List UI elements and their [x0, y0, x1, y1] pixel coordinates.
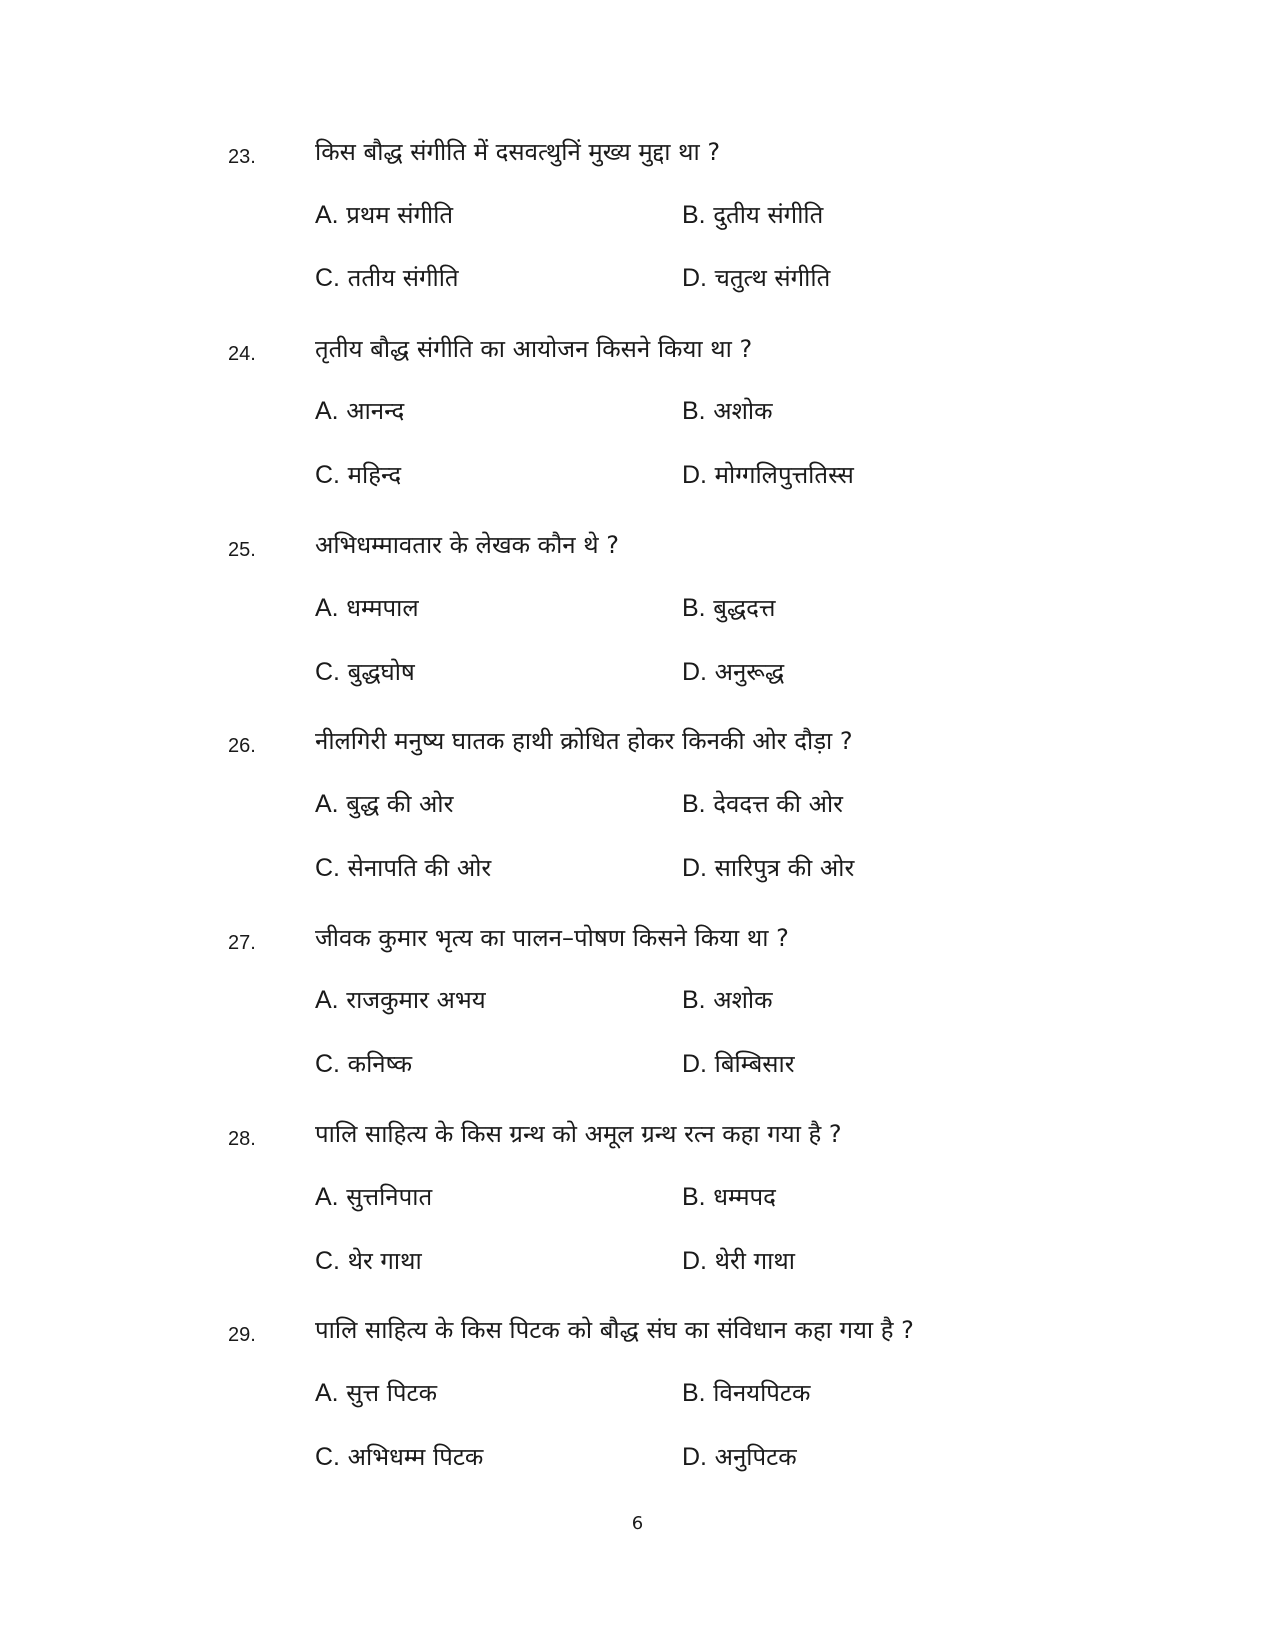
option-d: [682, 1245, 795, 1277]
option-text: विनयपिटक: [713, 1379, 811, 1407]
question-number: 23.: [228, 146, 256, 168]
option-text: सारिपुत्र की ओर: [714, 854, 855, 882]
page-number: 6: [631, 1513, 644, 1534]
question-text: जीवक कुमार भृत्य का पालन–पोषण किसने किया था ?: [315, 924, 789, 952]
option-text: बुद्धदत्त: [713, 594, 776, 622]
option-letter: C.: [315, 658, 340, 686]
option-letter: B.: [682, 201, 706, 229]
option-d: [682, 459, 854, 491]
option-text: सुत्त पिटक: [346, 1379, 438, 1407]
option-letter: D.: [682, 1443, 707, 1471]
question-number: 27.: [228, 932, 256, 954]
option-a: [315, 592, 419, 624]
option-letter: D.: [682, 264, 707, 292]
option-a: [315, 1377, 437, 1409]
option-b: [682, 788, 843, 820]
question-number: 28.: [228, 1128, 256, 1150]
option-c: [315, 1441, 483, 1473]
option-letter: A.: [315, 201, 339, 229]
option-text: अनुरूद्ध: [714, 658, 785, 686]
question-number: 29.: [228, 1324, 256, 1346]
question-text: पालि साहित्य के किस पिटक को बौद्ध संघ का संविधान कहा गया है ?: [315, 1316, 914, 1344]
option-letter: A.: [315, 1379, 339, 1407]
option-text: थेरी गाथा: [714, 1247, 795, 1275]
option-letter: D.: [682, 1247, 707, 1275]
option-c: [315, 1048, 412, 1080]
option-letter: C.: [315, 1443, 340, 1471]
option-b: [682, 592, 775, 624]
option-b: [682, 984, 773, 1016]
option-letter: C.: [315, 1247, 340, 1275]
option-text: आनन्द: [346, 397, 405, 425]
option-text: धम्मपाल: [346, 594, 419, 622]
option-a: [315, 788, 453, 820]
option-text: बुद्ध की ओर: [346, 790, 454, 818]
option-text: अशोक: [713, 986, 773, 1014]
option-letter: A.: [315, 397, 339, 425]
option-a: [315, 199, 453, 231]
option-text: चतुत्थ संगीति: [714, 264, 831, 292]
option-text: अशोक: [713, 397, 773, 425]
question-number: 25.: [228, 539, 256, 561]
option-d: [682, 656, 784, 688]
option-letter: B.: [682, 1379, 706, 1407]
option-text: मोग्गलिपुत्ततिस्स: [714, 461, 854, 489]
question-number: 24.: [228, 343, 256, 365]
option-d: [682, 262, 830, 294]
question-text: पालि साहित्य के किस ग्रन्थ को अमूल ग्रन्थ रत्न कहा गया है ?: [315, 1120, 842, 1148]
option-text: दुतीय संगीति: [713, 201, 824, 229]
option-d: [682, 852, 854, 884]
question-text: किस बौद्ध संगीति में दसवत्थुनिं मुख्य मुद्दा था ?: [315, 138, 721, 166]
option-d: [682, 1441, 797, 1473]
question-text: नीलगिरी मनुष्य घातक हाथी क्रोधित होकर किनकी ओर दौड़ा ?: [315, 727, 853, 755]
option-text: थेर गाथा: [347, 1247, 422, 1275]
option-text: अभिधम्म पिटक: [347, 1443, 484, 1471]
option-letter: A.: [315, 594, 339, 622]
option-b: [682, 395, 773, 427]
option-text: ततीय संगीति: [347, 264, 459, 292]
option-text: बुद्धघोष: [347, 658, 415, 686]
option-text: कनिष्क: [347, 1050, 413, 1078]
option-letter: D.: [682, 461, 707, 489]
option-c: [315, 262, 459, 294]
option-letter: B.: [682, 986, 706, 1014]
option-text: राजकुमार अभय: [346, 986, 486, 1014]
option-letter: B.: [682, 790, 706, 818]
option-text: सुत्तनिपात: [346, 1183, 433, 1211]
option-letter: C.: [315, 461, 340, 489]
option-a: [315, 984, 486, 1016]
option-text: बिम्बिसार: [714, 1050, 795, 1078]
option-letter: D.: [682, 1050, 707, 1078]
option-text: प्रथम संगीति: [346, 201, 454, 229]
question-number: 26.: [228, 735, 256, 757]
option-text: सेनापति की ओर: [347, 854, 492, 882]
option-text: धम्मपद: [713, 1183, 776, 1211]
option-a: [315, 1181, 432, 1213]
option-text: महिन्द: [347, 461, 402, 489]
option-letter: A.: [315, 986, 339, 1014]
option-b: [682, 199, 823, 231]
option-letter: C.: [315, 854, 340, 882]
option-letter: B.: [682, 1183, 706, 1211]
option-b: [682, 1377, 810, 1409]
option-letter: B.: [682, 397, 706, 425]
option-letter: C.: [315, 1050, 340, 1078]
option-letter: D.: [682, 658, 707, 686]
option-letter: C.: [315, 264, 340, 292]
option-letter: A.: [315, 1183, 339, 1211]
option-text: देवदत्त की ओर: [713, 790, 843, 818]
option-c: [315, 656, 415, 688]
option-letter: B.: [682, 594, 706, 622]
option-letter: A.: [315, 790, 339, 818]
option-c: [315, 1245, 422, 1277]
question-text: तृतीय बौद्ध संगीति का आयोजन किसने किया था ?: [315, 335, 753, 363]
option-letter: D.: [682, 854, 707, 882]
option-d: [682, 1048, 795, 1080]
option-c: [315, 459, 401, 491]
option-b: [682, 1181, 776, 1213]
option-a: [315, 395, 404, 427]
option-text: अनुपिटक: [714, 1443, 797, 1471]
option-c: [315, 852, 491, 884]
question-text: अभिधम्मावतार के लेखक कौन थे ?: [315, 531, 619, 559]
